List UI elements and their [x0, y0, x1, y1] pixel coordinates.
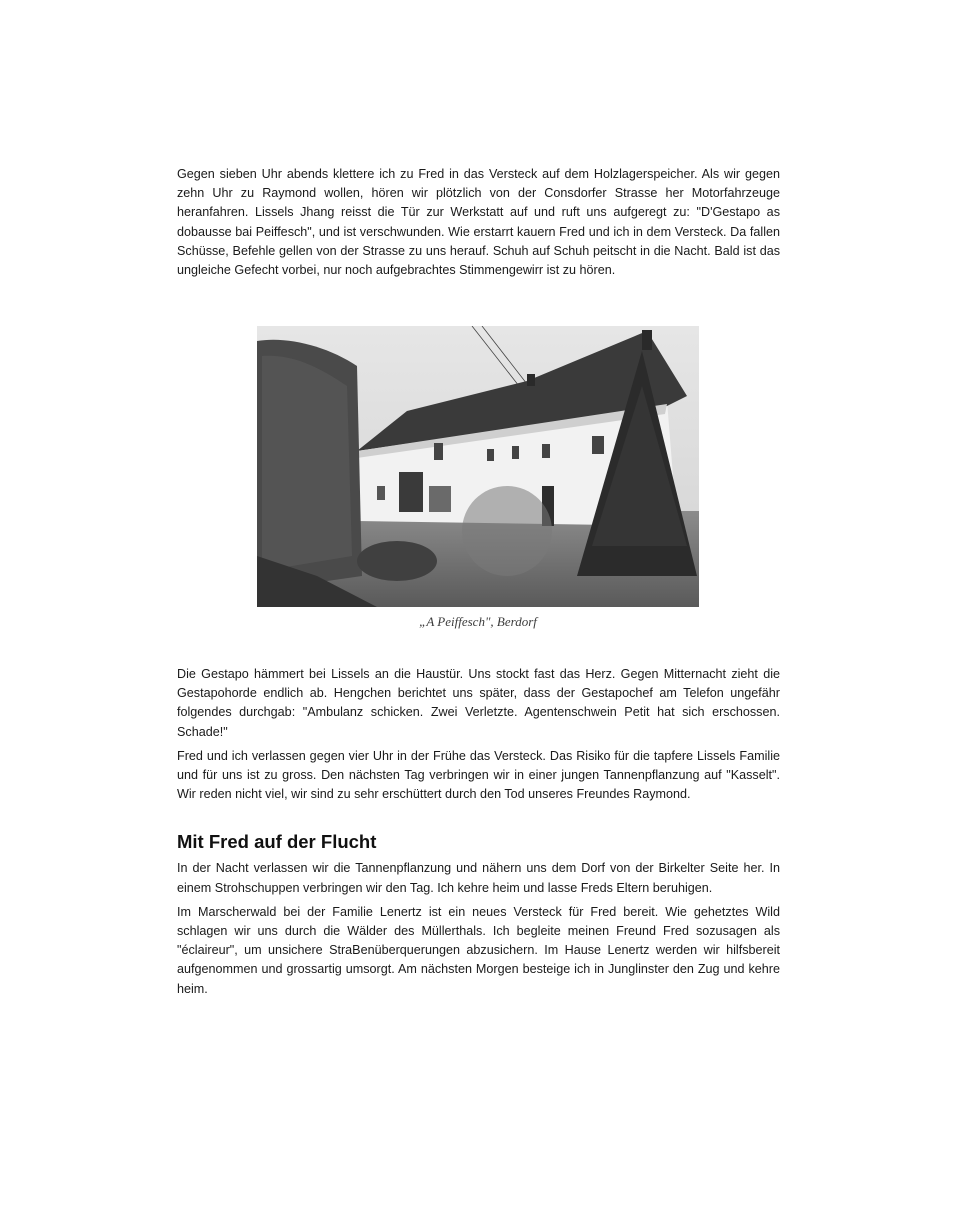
paragraph-night-return: In der Nacht verlassen wir die Tannenpflanzung und nähern uns dem Dorf von der Birkelter Seite her. In einem Strohschuppen verbringen wir den Tag. Ich kehre heim und lasse Freds Eltern beruhigen. — [177, 861, 780, 895]
paragraph-gestapo-retreat: Die Gestapo hämmert bei Lissels an die Haustür. Uns stockt fast das Herz. Gegen Mitternacht zieht die Gestapohorde endlich ab. Hengchen berichtet uns später, dass der Gestapochef am Telefon ungefähr folgendes durchgab: "Ambulanz schicken. Zwei Verletzte. Agentenschwein Petit hat sich erschossen. Schade!" — [177, 667, 780, 739]
paragraph-marscherwald: Im Marscherwald bei der Familie Lenertz ist ein neues Versteck für Fred bereit. Wie gehetztes Wild schlagen wir uns durch die Wälder des Müllerthals. Ich begleite meinen Freund Fred sozusagen als "éclaireur", um unsichere StraBenüberquerungen abzusichern. Im Hause Lenertz werden wir hilfsbereit aufgenommen und grossartig umsorgt. Am nächsten Morgen besteige ich in Junglinster den Zug und kehre heim. — [177, 904, 780, 996]
lower-text-block — [177, 665, 780, 999]
top-text-block — [177, 165, 780, 280]
paragraph-leaving-hideout: Fred und ich verlassen gegen vier Uhr in der Frühe das Versteck. Das Risiko für die tapfere Lissels Familie und für uns ist zu gross. Den nächsten Tag verbringen wir in einer jungen Tannenpflanzung auf "Kasselt". Wir reden nicht viel, wir sind zu sehr erschüttert durch den Tod unseres Freundes Raymond. — [177, 748, 780, 802]
figure-caption: „A Peiffesch", Berdorf — [419, 614, 537, 629]
house-photo — [257, 326, 699, 607]
section-heading: Mit Fred auf der Flucht — [177, 831, 377, 853]
house-figure — [257, 326, 699, 630]
paragraph-escape-night: Gegen sieben Uhr abends klettere ich zu Fred in das Versteck auf dem Holzlagerspeicher. Als wir gegen zehn Uhr zu Raymond wollen, hören wir plötzlich von der Consdorfer Strasse her Motorfahrzeuge heranfahren. Lissels Jhang reisst die Tür zur Werkstatt auf und ruft uns aufgeregt zu: "D'Gestapo as dobausse bai Peiffesch", und ist verschwunden. Wie erstarrt kauern Fred und ich in dem Versteck. Da fallen Schüsse, Befehle gellen von der Strasse zu uns herauf. Schuh auf Schuh peitscht in die Nacht. Bald ist das ungleiche Gefecht vorbei, nur noch aufgebrachtes Stimmengewirr ist zu hören. — [177, 167, 780, 278]
